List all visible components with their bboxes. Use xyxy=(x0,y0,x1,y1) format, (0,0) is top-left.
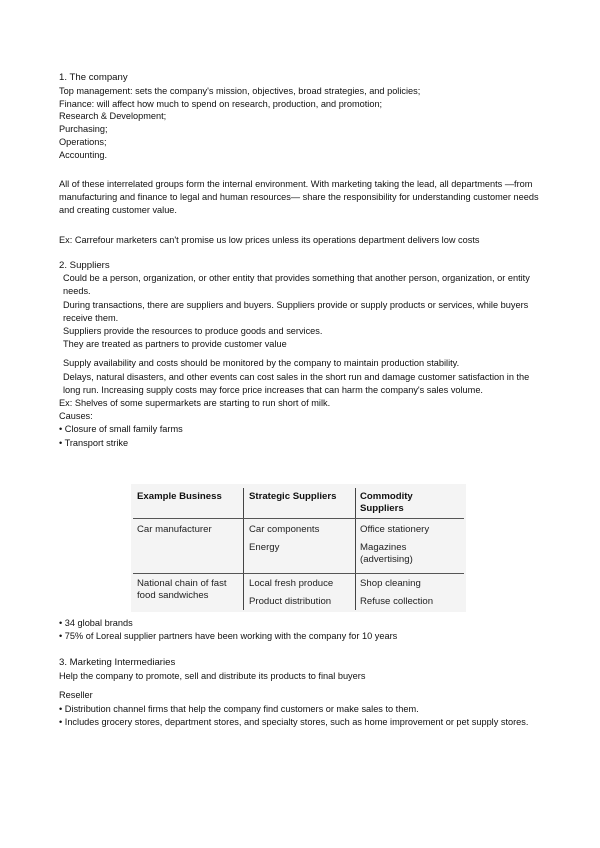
table-divider xyxy=(355,488,356,610)
table-cell: Office stationery xyxy=(360,524,430,535)
section-heading: 2. Suppliers xyxy=(59,260,110,271)
paragraph: All of these interrelated groups form the internal environment. With marketing taking the lead, all departments —from manufacturing and finance to legal and human resources— share the responsibility for understanding customer needs and creating customer value. xyxy=(59,179,539,216)
text-line: Accounting. xyxy=(59,149,108,160)
paragraph-text: During transactions, there are suppliers and buyers. Suppliers provide or supply products or services, while buyers receive them. xyxy=(63,299,529,323)
text-line: Operations; xyxy=(59,136,107,147)
table-cell: Shop cleaning xyxy=(360,578,421,589)
bullet-item: • Includes grocery stores, department stores, and specialty stores, such as home improvement or pet supply stores. xyxy=(59,717,529,727)
suppliers-table xyxy=(131,484,466,612)
bullet-item: • 75% of Loreal supplier partners have been working with the company for 10 years xyxy=(59,631,398,641)
table-cell: Product distribution xyxy=(249,596,332,607)
paragraph-text: Could be a person, organization, or other entity that provides something that another person, organization, or entity needs. xyxy=(63,273,530,297)
paragraph xyxy=(59,338,549,351)
bullet-item: • 34 global brands xyxy=(59,618,133,628)
table-header: Commodity Suppliers xyxy=(360,491,413,514)
table-divider xyxy=(243,488,244,610)
text-line: Finance: will affect how much to spend on research, production, and promotion; xyxy=(59,98,383,109)
table-divider xyxy=(133,518,464,519)
table-cell: Car manufacturer xyxy=(137,524,212,535)
bullet-item: • Distribution channel firms that help the company find customers or make sales to them. xyxy=(59,703,419,714)
section-intermediaries xyxy=(59,656,549,730)
paragraph xyxy=(59,371,549,397)
example-text: Ex: Shelves of some supermarkets are starting to run short of milk. xyxy=(59,398,331,409)
table-cell: Refuse collection xyxy=(360,596,434,607)
section-heading: 3. Marketing Intermediaries xyxy=(59,657,176,668)
table-cell: Magazines (advertising) xyxy=(360,542,413,565)
paragraph-text: Delays, natural disasters, and other events can cost sales in the short run and damage customer satisfaction in the long run. Increasing supply costs may force price increases that can harm the company's sales volume. xyxy=(63,371,530,395)
example-text: Ex: Carrefour marketers can't promise us low prices unless its operations department delivers low costs xyxy=(59,235,480,245)
paragraph xyxy=(59,272,549,298)
paragraph: Help the company to promote, sell and distribute its products to final buyers xyxy=(59,670,366,681)
paragraph-text: Suppliers provide the resources to produce goods and services. xyxy=(63,326,323,337)
text-line: Top management: sets the company's mission, objectives, broad strategies, and policies; xyxy=(59,85,421,96)
text-line: Purchasing; xyxy=(59,124,108,135)
table-cell: Car components xyxy=(249,524,320,535)
paragraph xyxy=(59,325,549,338)
causes-label: Causes: xyxy=(59,411,93,422)
bullet-item: • Transport strike xyxy=(59,437,129,448)
paragraph xyxy=(59,357,549,370)
table-cell: Energy xyxy=(249,542,280,553)
section-suppliers xyxy=(59,259,549,450)
bullet-item: • Closure of small family farms xyxy=(59,424,183,435)
table-cell: Local fresh produce xyxy=(249,578,334,589)
table-header: Example Business xyxy=(137,491,222,502)
paragraph xyxy=(59,299,549,325)
table-divider xyxy=(133,573,464,574)
paragraph-text: They are treated as partners to provide customer value xyxy=(63,339,287,350)
sub-heading: Reseller xyxy=(59,690,93,700)
paragraph-text: Supply availability and costs should be monitored by the company to maintain production stability. xyxy=(63,358,460,369)
brand-facts xyxy=(59,617,549,643)
table-header: Strategic Suppliers xyxy=(249,491,337,502)
text-line: Research & Development; xyxy=(59,111,167,122)
section-heading: 1. The company xyxy=(59,72,128,83)
section-company xyxy=(59,72,549,162)
table-cell: National chain of fast food sandwiches xyxy=(137,578,227,601)
